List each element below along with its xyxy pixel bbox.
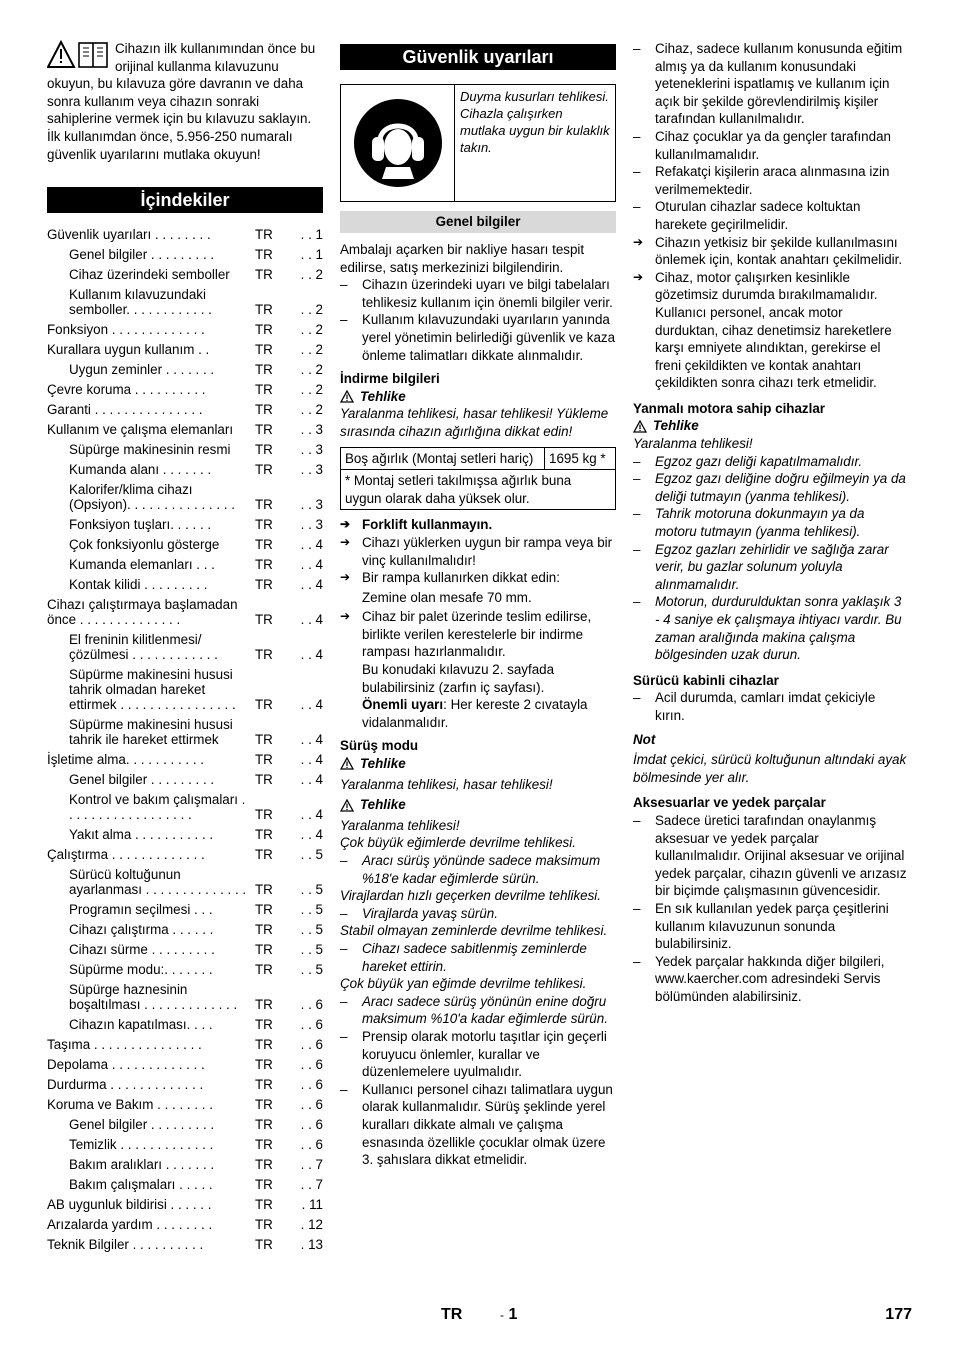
toc-entry-lang: TR [255,302,273,318]
table-of-contents [47,227,323,1252]
toc-entry-title: Fonksiyon tuşları. . . . . . [69,517,212,533]
toc-row [47,322,323,337]
toc-row [47,382,323,397]
toc-entry-page: . . 6 [300,1017,323,1033]
toc-entry-title: Çalıştırma . . . . . . . . . . . . . [47,847,205,863]
toc-row [47,717,323,747]
toc-row [47,1157,323,1172]
toc-entry-page: . 12 [300,1217,323,1233]
toc-entry-title: Kontrol ve bakım çalışmaları . . . . . . . . . . . . . . . . . . [69,792,246,823]
toc-entry-title: Fonksiyon . . . . . . . . . . . . . [47,322,205,338]
toc-entry-title: AB uygunluk bildirisi . . . . . . [47,1197,212,1213]
list-item: – En sık kullanılan yedek parça çeşitlerini kullanım kılavuzunun sonunda bulabilirsiniz. [633,900,907,953]
toc-entry-title: Genel bilgiler . . . . . . . . . [69,1117,215,1133]
note-label: Not [633,731,656,747]
note-text: İmdat çekici, sürücü koltuğunun altındaki ayak bölmesinde yer alır. [633,752,907,785]
drive-warning-5: Stabil olmayan zeminlerde devrilme tehlikesi. [340,923,608,939]
toc-entry-title: Temizlik . . . . . . . . . . . . . [69,1137,214,1153]
toc-entry-lang: TR [255,517,273,533]
toc-entry-page: . 13 [300,1237,323,1253]
toc-entry-page: . . 4 [300,697,323,713]
toc-entry-title: Genel bilgiler . . . . . . . . . [69,247,215,263]
toc-row [47,442,323,457]
list-item: – Cihaz çocuklar ya da gençler tarafından kullanılmamalıdır. [633,128,907,163]
toc-entry-lang: TR [255,807,273,823]
intro [47,40,323,163]
toc-entry-page: . . 6 [300,1117,323,1133]
toc-entry-lang: TR [255,647,273,663]
list-item: – Cihaz, sadece kullanım konusunda eğitim almış ya da kullanım konusundaki yeteneklerini ispatlamış ve kullanım için açık bir şekilde görevlendirilmiş kişiler tarafından kullanılmalıdır. [633,40,907,128]
toc-entry-lang: TR [255,537,273,553]
toc-row [47,1197,323,1212]
toc-row [47,942,323,957]
engine-list [633,453,907,664]
toc-entry-page: . . 4 [300,827,323,843]
drive-list-2 [340,905,616,923]
toc-entry-page: . . 6 [300,1097,323,1113]
ear-protection-icon [341,85,455,201]
accessories-list [633,812,907,1006]
general-info-heading: Genel bilgiler [340,211,616,233]
toc-entry-page: . . 6 [300,1037,323,1053]
toc-row [47,1137,323,1152]
toc-entry-page: . . 5 [300,922,323,938]
toc-entry-page: . . 2 [300,382,323,398]
toc-row [47,577,323,592]
list-item: – Cihazın üzerindeki uyarı ve bilgi tabelaları tehlikesiz kullanım için önemli bilgiler verir. [340,276,616,311]
unattended-note: ➔ Cihaz, motor çalışırken kesinlikle gözetimsiz durumda bırakılmamalıdır. Kullanıcı personel, ancak motor durduktan, cihaz denetimsiz hareketlere karşı emniyete alındıktan, gerekirse el freni çekildikten ve kontak anahtarı çekildikten sonra cihazı terk etmelidir. [633,269,907,392]
toc-entry-title: Kumanda alanı . . . . . . . [69,462,212,478]
footer-page: - 1 [500,1306,518,1323]
danger-label: Tehlike [340,755,616,773]
warning-manual-icon [47,40,111,70]
toc-entry-page: . . 5 [300,902,323,918]
toc-entry-lang: TR [255,1217,273,1233]
list-item: – Kullanıcı personel cihazı talimatlara uygun olarak kullanmalıdır. Sürüş şeklinde yerel kuralları dikkate almalı ve çalışma esnasında özellikle çocuklar olmak üzere 3. şahıslara dikkat etmelidir. [340,1081,616,1169]
toc-entry-lang: TR [255,322,273,338]
toc-entry-title: Çevre koruma . . . . . . . . . . [47,382,206,398]
toc-row [47,462,323,477]
toc-entry-title: İşletime alma. . . . . . . . . . . [47,752,205,768]
toc-entry-lang: TR [255,1237,273,1253]
toc-entry-page: . . 3 [300,422,323,438]
operator-rules-list [633,40,907,234]
toc-row [47,287,323,317]
toc-entry-title: Cihaz üzerindeki semboller [69,267,230,283]
toc-row [47,517,323,532]
toc-row [47,1017,323,1032]
toc-entry-page: . 11 [301,1197,323,1213]
toc-entry-lang: TR [255,882,273,898]
toc-entry-lang: TR [255,1177,273,1193]
toc-row [47,227,323,242]
toc-entry-title: Kullanım ve çalışma elemanları [47,422,234,438]
toc-entry-page: . . 4 [300,537,323,553]
toc-entry-page: . . 4 [300,647,323,663]
list-item: – Sadece üretici tarafından onaylanmış aksesuar ve yedek parçalar kullanılmalıdır. Orijinal aksesuar ve orijinal yedek parçalar, cihazın güvenli ve arızasız bir biçimde çalışmasının güvencesidir. [633,812,907,900]
toc-entry-page: . . 7 [300,1157,323,1173]
column-2 [340,40,616,1169]
drive-warning-2: Yaralanma tehlikesi! [340,817,460,833]
drive-warning-6: Çok büyük yan eğimde devrilme tehlikesi. [340,976,587,992]
toc-row [47,867,323,897]
toc-entry-lang: TR [255,362,273,378]
list-item: – Oturulan cihazlar sadece koltuktan harekete geçirilmelidir. [633,198,907,233]
toc-entry-lang: TR [255,442,273,458]
weight-value: 1695 kg * [545,447,616,470]
toc-entry-page: . . 4 [300,612,323,628]
ramp-distance-value: Zemine olan mesafe 70 mm. [362,589,532,605]
list-item: – Cihazı sadece sabitlenmiş zeminlerde hareket ettirin. [340,940,616,975]
drive-warning-3: Çok büyük eğimlerde devrilme tehlikesi. [340,835,576,851]
toc-entry-title: Depolama . . . . . . . . . . . . . [47,1057,205,1073]
toc-row [47,1217,323,1232]
column-3 [633,40,907,1005]
toc-row [47,597,323,627]
toc-entry-page: . . 2 [300,302,323,318]
toc-entry-page: . . 7 [300,1177,323,1193]
toc-entry-title: El freninin kilitlenmesi/çözülmesi . . . . . . . . . . . . [69,632,218,663]
toc-row [47,962,323,977]
toc-row [47,247,323,262]
toc-row [47,752,323,767]
toc-entry-page: . . 6 [300,1057,323,1073]
toc-entry-lang: TR [255,772,273,788]
toc-entry-lang: TR [255,422,273,438]
toc-entry-title: Güvenlik uyarıları . . . . . . . . [47,227,211,243]
weight-table [340,447,616,511]
engine-warning: Yaralanma tehlikesi! [633,436,753,452]
toc-entry-lang: TR [255,827,273,843]
toc-entry-lang: TR [255,342,273,358]
list-item: – Aracı sürüş yönünde sadece maksimum %18'e kadar eğimlerde sürün. [340,852,616,887]
toc-entry-title: Süpürme makinesini hususi tahrik olmadan hareket ettirmek . . . . . . . . . . . . . . . . [69,667,236,713]
toc-entry-title: Çok fonksiyonlu gösterge [69,537,220,553]
danger-label: Tehlike [340,388,616,406]
toc-entry-lang: TR [255,1017,273,1033]
toc-entry-title: Süpürge makinesinin resmi [69,442,231,458]
weight-label: Boş ağırlık (Montaj setleri hariç) [341,447,545,470]
toc-entry-lang: TR [255,1097,273,1113]
toc-entry-title: Cihazın kapatılması. . . . [69,1017,213,1033]
toc-entry-page: . . 1 [300,227,323,243]
toc-row [47,827,323,842]
danger-label: Tehlike [340,796,616,814]
toc-entry-lang: TR [255,997,273,1013]
toc-entry-lang: TR [255,577,273,593]
toc-entry-lang: TR [255,732,273,748]
toc-entry-lang: TR [255,247,273,263]
toc-entry-lang: TR [255,752,273,768]
key-removal-note: ➔ Cihazın yetkisiz bir şekilde kullanılmasını önlemek için, kontak anahtarı çekilmelidir. [633,234,907,269]
toc-row [47,362,323,377]
column-1 [47,40,323,1257]
warning-triangle-icon [340,799,354,812]
toc-row [47,1037,323,1052]
toc-entry-title: Kumanda elemanları . . . [69,557,215,573]
list-item: – Refakatçi kişilerin araca alınmasına izin verilmemektedir. [633,163,907,198]
drive-list-1 [340,852,616,887]
toc-entry-lang: TR [255,697,273,713]
hearing-protection-box [340,84,616,202]
weight-note: * Montaj setleri takılmışsa ağırlık buna uygun olarak daha yüksek olur. [341,470,616,510]
toc-entry-title: Genel bilgiler . . . . . . . . . [69,772,215,788]
footer-page-number: 177 [885,1306,912,1323]
toc-entry-lang: TR [255,497,273,513]
toc-entry-page: . . 3 [300,497,323,513]
toc-row [47,557,323,572]
forklift-note: ➔ Forklift kullanmayın. [340,516,616,534]
toc-row [47,1057,323,1072]
toc-row [47,1237,323,1252]
list-item: – Kullanım kılavuzundaki uyarıların yanında yerel yönetimin belirlediği güvenlik ve kaza önleme talimatları dikkate alınmalıdır. [340,311,616,364]
toc-entry-page: . . 3 [300,442,323,458]
toc-entry-title: Uygun zeminler . . . . . . . [69,362,215,378]
toc-entry-page: . . 5 [300,962,323,978]
toc-entry-lang: TR [255,1057,273,1073]
list-item: – Motorun, durdurulduktan sonra yaklaşık 3 - 4 saniye ek çalışmaya ihtiyacı vardır. Bu zaman aralığında makina çalışma bölgesinden uzak durun. [633,593,907,663]
toc-entry-page: . . 6 [300,1077,323,1093]
toc-entry-page: . . 4 [300,752,323,768]
toc-row [47,1177,323,1192]
toc-row [47,402,323,417]
cabin-heading: Sürücü kabinli cihazlar [633,672,779,688]
toc-entry-page: . . 2 [300,322,323,338]
toc-entry-page: . . 4 [300,807,323,823]
toc-entry-lang: TR [255,557,273,573]
toc-entry-page: . . 6 [300,997,323,1013]
toc-entry-lang: TR [255,1157,273,1173]
warning-triangle-icon [633,420,647,433]
toc-entry-title: Cihazı sürme . . . . . . . . . [69,942,215,958]
intro-text-2: İlk kullanımdan önce, 5.956-250 numaralı güvenlik uyarılarını mutlaka okuyun! [47,128,293,162]
toc-entry-title: Durdurma . . . . . . . . . . . . . [47,1077,204,1093]
drive-rules-list [340,1028,616,1169]
toc-row [47,772,323,787]
toc-entry-title: Sürücü koltuğunun ayarlanması . . . . . . . . . . . . . . [69,867,247,898]
toc-row [47,1077,323,1092]
list-item: – Prensip olarak motorlu taşıtlar için geçerli koruyucu önlemler, kurallar ve düzenlemelere uyulmalıdır. [340,1028,616,1081]
list-item: – Aracı sadece sürüş yönünün enine doğru maksimum %10'a kadar eğimlerde sürün. [340,993,616,1028]
toc-entry-title: Kurallara uygun kullanım . . [47,342,210,358]
drive-heading: Sürüş modu [340,738,419,754]
general-intro: Ambalajı açarken bir nakliye hasarı tespit edilirse, satış merkezinizi bilgilendirin. [340,242,585,275]
unload-heading: İndirme bilgileri [340,371,440,387]
toc-row [47,537,323,552]
warning-triangle-icon [340,757,354,770]
toc-entry-lang: TR [255,1037,273,1053]
ramp-distance-note: ➔ Bir rampa kullanırken dikkat edin: [340,569,616,587]
toc-entry-page: . . 2 [300,402,323,418]
toc-entry-title: Yakıt alma . . . . . . . . . . . [69,827,214,843]
drive-warning-1: Yaralanma tehlikesi, hasar tehlikesi! [340,776,553,792]
toc-entry-title: Garanti . . . . . . . . . . . . . . . [47,402,203,418]
toc-entry-title: Kalorifer/klima cihazı (Opsiyon). . . . . . . . . . . . . . . [69,482,235,513]
list-item: – Egzoz gazı deliğine doğru eğilmeyin ya da deliği tutmayın (yanma tehlikesi). [633,470,907,505]
hearing-warning-text: Duyma kusurları tehlikesi. Cihazla çalışırken mutlaka uygun bir kulaklık takın. [460,89,610,155]
toc-row [47,632,323,662]
toc-entry-lang: TR [255,1077,273,1093]
toc-entry-lang: TR [255,612,273,628]
toc-entry-lang: TR [255,847,273,863]
toc-row [47,902,323,917]
toc-row [47,667,323,712]
toc-entry-lang: TR [255,1117,273,1133]
toc-entry-lang: TR [255,962,273,978]
toc-entry-page: . . 2 [300,342,323,358]
toc-entry-page: . . 6 [300,1137,323,1153]
intro-text: Cihazın ilk kullanımından önce bu orijinal kullanma kılavuzunu okuyun, bu kılavuza göre davranın ve daha sonra kullanım veya cihazın sonraki sahiplerine vermek için bu kılavuzu saklayın. [47,41,316,127]
toc-row [47,982,323,1012]
warning-triangle-icon [340,390,354,403]
drive-list-4 [340,993,616,1028]
toc-entry-lang: TR [255,922,273,938]
list-item: – Tahrik motoruna dokunmayın ya da motoru tutmayın (yanma tehlikesi). [633,505,907,540]
toc-entry-page: . . 2 [300,362,323,378]
toc-entry-lang: TR [255,1197,273,1213]
toc-entry-lang: TR [255,267,273,283]
toc-entry-title: Cihazı çalıştırma . . . . . . [69,922,214,938]
toc-entry-lang: TR [255,1137,273,1153]
drive-warning-4: Virajlardan hızlı geçerken devrilme tehlikesi. [340,888,601,904]
toc-entry-title: Koruma ve Bakım . . . . . . . . [47,1097,213,1113]
ramp-note: ➔ Cihazı yüklerken uygun bir rampa veya bir vinç kullanılmalıdır! [340,534,616,569]
toc-entry-page: . . 5 [300,882,323,898]
toc-entry-page: . . 5 [300,847,323,863]
toc-entry-title: Kullanım kılavuzundaki semboller. . . . . . . . . . . . [69,287,212,318]
unload-warning: Yaralanma tehlikesi, hasar tehlikesi! Yükleme sırasında cihazın ağırlığına dikkat edin! [340,406,609,439]
toc-entry-page: . . 3 [300,462,323,478]
pallet-note: ➔ Cihaz bir palet üzerinde teslim edilirse, birlikte verilen kerestelerle bir indirme rampası hazırlanmalıdır. [340,608,616,661]
danger-label: Tehlike [633,417,907,435]
toc-row [47,342,323,357]
toc-entry-lang: TR [255,227,273,243]
list-item: – Acil durumda, camları imdat çekiciyle kırın. [633,689,907,724]
toc-entry-lang: TR [255,382,273,398]
footer-language: TR [441,1306,463,1323]
list-item: – Egzoz gazı deliği kapatılmamalıdır. [633,453,907,471]
toc-entry-page: . . 1 [300,247,323,263]
toc-entry-page: . . 4 [300,557,323,573]
toc-entry-lang: TR [255,402,273,418]
toc-row [47,1117,323,1132]
toc-entry-lang: TR [255,462,273,478]
toc-entry-title: Süpürme makinesini hususi tahrik ile hareket ettirmek [69,717,233,748]
toc-row [47,922,323,937]
toc-entry-title: Arızalarda yardım . . . . . . . . [47,1217,213,1233]
toc-entry-title: Programın seçilmesi . . . [69,902,213,918]
toc-row [47,422,323,437]
toc-heading: İçindekiler [47,187,323,213]
toc-entry-title: Taşıma . . . . . . . . . . . . . . . [47,1037,202,1053]
toc-entry-title: Kontak kilidi . . . . . . . . . [69,577,208,593]
list-item: – Yedek parçalar hakkında diğer bilgileri, www.kaercher.com adresindeki Servis bölümünden alabilirsiniz. [633,953,907,1006]
pallet-guide-note: Bu konudaki kılavuzu 2. sayfada bulabilirsiniz (zarfın iç sayfası). [362,662,555,695]
toc-entry-page: . . 4 [300,577,323,593]
safety-heading: Güvenlik uyarıları [340,44,616,70]
toc-row [47,847,323,862]
toc-entry-title: Bakım aralıkları . . . . . . . [69,1157,215,1173]
toc-entry-title: Teknik Bilgiler . . . . . . . . . . [47,1237,204,1253]
engine-heading: Yanmalı motora sahip cihazlar [633,400,825,416]
cabin-list [633,689,907,724]
toc-entry-title: Bakım çalışmaları . . . . . [69,1177,213,1193]
toc-entry-page: . . 4 [300,732,323,748]
toc-entry-page: . . 2 [300,267,323,283]
toc-entry-page: . . 3 [300,517,323,533]
toc-entry-title: Cihazı çalıştırmaya başlamadan önce . . . . . . . . . . . . . . [47,597,238,628]
toc-entry-page: . . 4 [300,772,323,788]
toc-entry-title: Süpürge haznesinin boşaltılması . . . . . . . . . . . . . [69,982,238,1013]
list-item: – Egzoz gazları zehirlidir ve sağlığa zarar verir, bu gazlar solunum yoluyla alınmamalıdır. [633,541,907,594]
accessories-heading: Aksesuarlar ve yedek parçalar [633,795,826,811]
toc-row [47,482,323,512]
toc-entry-lang: TR [255,942,273,958]
pallet-important-note: Önemli uyarı: Her kereste 2 cıvatayla vidalanmalıdır. [362,697,588,730]
toc-row [47,1097,323,1112]
toc-row [47,267,323,282]
drive-list-3 [340,940,616,975]
general-list [340,276,616,364]
toc-row [47,792,323,822]
toc-entry-page: . . 5 [300,942,323,958]
toc-entry-title: Süpürme modu:. . . . . . . [69,962,213,978]
list-item: – Virajlarda yavaş sürün. [340,905,616,923]
toc-entry-lang: TR [255,902,273,918]
